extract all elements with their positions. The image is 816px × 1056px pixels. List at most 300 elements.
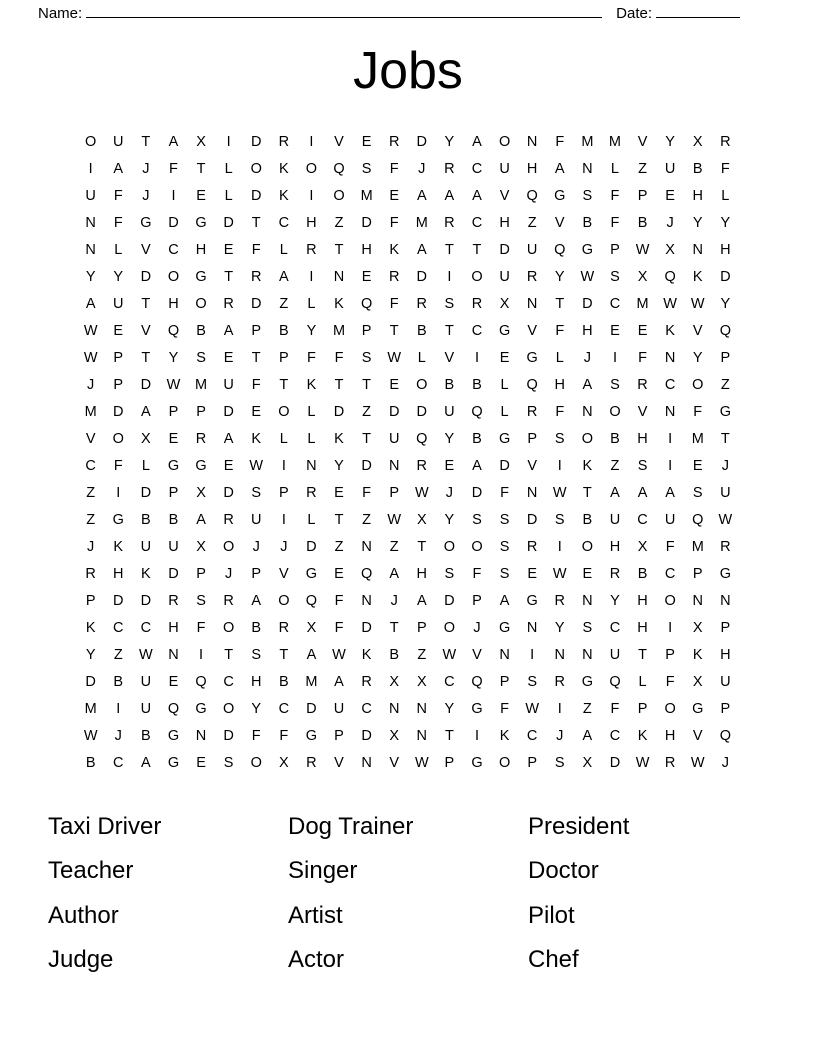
grid-cell[interactable]: U [140,538,152,555]
grid-cell[interactable]: U [664,511,676,528]
grid-cell[interactable]: D [306,700,317,717]
grid-cell[interactable]: R [444,214,455,231]
grid-cell[interactable]: N [526,295,538,312]
grid-cell[interactable]: F [389,160,399,177]
grid-cell[interactable]: J [445,484,454,501]
grid-cell[interactable]: J [142,160,150,177]
grid-cell[interactable]: E [361,133,372,150]
grid-cell[interactable]: F [362,484,372,501]
grid-cell[interactable]: S [692,484,703,501]
grid-cell[interactable]: N [168,646,179,663]
grid-cell[interactable]: T [141,349,151,366]
grid-cell[interactable]: O [278,592,290,609]
grid-cell[interactable]: B [416,322,427,339]
grid-cell[interactable]: H [637,619,648,636]
grid-cell[interactable]: E [196,187,206,204]
grid-cell[interactable]: G [471,700,483,717]
grid-cell[interactable]: B [141,511,151,528]
grid-cell[interactable]: Z [389,538,399,555]
grid-cell[interactable]: I [474,727,479,744]
grid-cell[interactable]: O [443,619,456,636]
grid-cell[interactable]: B [582,214,593,231]
grid-cell[interactable]: D [471,484,483,501]
grid-cell[interactable]: Q [719,727,731,744]
grid-cell[interactable]: C [609,727,621,744]
grid-cell[interactable]: W [635,754,650,771]
grid-cell[interactable]: R [637,376,648,393]
grid-cell[interactable]: O [85,133,97,150]
grid-cell[interactable]: D [416,403,428,420]
grid-cell[interactable]: W [332,646,346,663]
grid-cell[interactable]: A [499,592,510,609]
grid-cell[interactable]: U [168,538,179,555]
word-list-item[interactable]: Doctor [528,857,599,885]
grid-cell[interactable]: J [473,619,481,636]
grid-cell[interactable]: O [112,430,124,447]
grid-cell[interactable]: T [444,727,454,744]
grid-cell[interactable]: C [664,376,676,393]
grid-cell[interactable]: Q [609,673,621,690]
grid-cell[interactable]: T [334,511,344,528]
grid-cell[interactable]: T [251,214,261,231]
grid-cell[interactable]: Z [334,214,344,231]
word-list-item[interactable]: Pilot [528,901,575,929]
grid-cell[interactable]: U [720,484,731,501]
grid-cell[interactable]: L [224,187,233,204]
grid-cell[interactable]: G [554,187,566,204]
grid-cell[interactable]: B [389,646,400,663]
grid-cell[interactable]: E [223,457,234,474]
grid-cell[interactable]: L [500,403,509,420]
grid-cell[interactable]: T [555,295,565,312]
grid-cell[interactable]: S [223,754,234,771]
grid-cell[interactable]: E [223,241,234,258]
grid-cell[interactable]: N [582,160,593,177]
grid-cell[interactable]: G [581,673,593,690]
grid-cell[interactable]: F [665,538,675,555]
grid-cell[interactable]: K [499,727,510,744]
grid-cell[interactable]: L [638,673,647,690]
grid-cell[interactable]: U [664,160,676,177]
grid-cell[interactable]: C [471,322,483,339]
grid-cell[interactable]: U [499,268,510,285]
grid-cell[interactable]: F [610,187,620,204]
grid-cell[interactable]: Y [665,133,675,150]
grid-cell[interactable]: O [498,754,511,771]
grid-cell[interactable]: U [250,511,262,528]
grid-cell[interactable]: I [557,700,562,717]
grid-cell[interactable]: D [140,376,152,393]
grid-cell[interactable]: N [306,457,317,474]
grid-cell[interactable]: V [141,322,151,339]
grid-cell[interactable]: S [554,511,565,528]
grid-cell[interactable]: X [582,754,593,771]
grid-cell[interactable]: F [334,349,344,366]
grid-cell[interactable]: P [278,484,289,501]
grid-cell[interactable]: R [416,457,428,474]
grid-cell[interactable]: F [500,700,509,717]
grid-cell[interactable]: H [637,592,648,609]
grid-cell[interactable]: L [610,160,619,177]
grid-cell[interactable]: N [85,214,96,231]
grid-cell[interactable]: E [444,457,455,474]
grid-cell[interactable]: G [305,565,318,582]
grid-cell[interactable]: R [388,133,400,150]
grid-cell[interactable]: I [530,646,535,663]
grid-cell[interactable]: V [334,754,344,771]
grid-cell[interactable]: S [637,457,648,474]
grid-cell[interactable]: T [196,160,206,177]
grid-cell[interactable]: D [526,511,538,528]
grid-cell[interactable]: K [692,646,703,663]
grid-cell[interactable]: D [361,457,372,474]
grid-cell[interactable]: A [141,403,151,420]
grid-cell[interactable]: C [609,619,621,636]
grid-cell[interactable]: Z [86,484,96,501]
grid-cell[interactable]: I [309,268,314,285]
grid-cell[interactable]: R [223,295,234,312]
grid-cell[interactable]: E [389,187,400,204]
grid-cell[interactable]: X [692,133,703,150]
grid-cell[interactable]: V [444,349,455,366]
grid-cell[interactable]: R [195,430,207,447]
word-list-item[interactable]: Chef [528,946,579,974]
grid-cell[interactable]: V [554,214,565,231]
word-search-grid[interactable] [77,129,739,777]
grid-cell[interactable]: R [388,268,400,285]
grid-cell[interactable]: Q [692,511,704,528]
grid-cell[interactable]: I [668,457,673,474]
grid-cell[interactable]: W [249,457,264,474]
grid-cell[interactable]: W [442,646,457,663]
grid-cell[interactable]: O [416,376,428,393]
grid-cell[interactable]: S [554,754,565,771]
grid-cell[interactable]: Y [692,349,703,366]
grid-cell[interactable]: C [113,754,124,771]
grid-cell[interactable]: O [609,403,621,420]
grid-cell[interactable]: D [223,403,234,420]
grid-cell[interactable]: U [333,700,345,717]
grid-cell[interactable]: N [388,700,400,717]
grid-cell[interactable]: K [692,268,703,285]
grid-cell[interactable]: Y [554,268,565,285]
grid-cell[interactable]: P [499,673,510,690]
grid-cell[interactable]: M [360,187,373,204]
grid-cell[interactable]: M [195,376,208,393]
grid-cell[interactable]: C [140,619,152,636]
grid-cell[interactable]: A [472,133,482,150]
grid-cell[interactable]: N [664,349,676,366]
grid-cell[interactable]: S [196,592,206,609]
grid-cell[interactable]: M [608,133,621,150]
grid-cell[interactable]: B [141,727,151,744]
grid-cell[interactable]: F [693,403,703,420]
grid-cell[interactable]: S [499,511,510,528]
grid-cell[interactable]: H [306,214,317,231]
grid-cell[interactable]: V [334,133,344,150]
grid-cell[interactable]: C [637,511,648,528]
grid-cell[interactable]: T [362,376,372,393]
grid-cell[interactable]: D [140,484,152,501]
grid-cell[interactable]: J [666,214,674,231]
grid-cell[interactable]: C [223,673,234,690]
grid-cell[interactable]: D [250,133,262,150]
grid-cell[interactable]: A [416,592,427,609]
grid-cell[interactable]: G [167,754,180,771]
word-list-item[interactable]: Teacher [48,857,134,885]
grid-cell[interactable]: G [719,403,731,420]
grid-cell[interactable]: F [251,241,261,258]
grid-cell[interactable]: B [113,673,124,690]
grid-cell[interactable]: N [499,646,510,663]
grid-cell[interactable]: X [416,673,427,690]
grid-cell[interactable]: N [85,241,96,258]
grid-cell[interactable]: A [251,592,262,609]
grid-cell[interactable]: O [278,403,290,420]
grid-cell[interactable]: S [499,565,510,582]
grid-cell[interactable]: R [526,538,538,555]
grid-cell[interactable]: N [388,457,400,474]
grid-cell[interactable]: D [361,727,372,744]
grid-cell[interactable]: X [141,430,151,447]
grid-cell[interactable]: P [416,619,427,636]
grid-cell[interactable]: Y [251,700,262,717]
grid-cell[interactable]: J [87,538,95,555]
grid-cell[interactable]: B [472,376,482,393]
word-list-item[interactable]: Taxi Driver [48,812,162,840]
grid-cell[interactable]: M [305,673,318,690]
grid-cell[interactable]: F [196,619,206,636]
grid-cell[interactable]: G [140,214,152,231]
grid-cell[interactable]: T [417,538,427,555]
grid-cell[interactable]: S [251,646,262,663]
grid-cell[interactable]: S [196,349,206,366]
grid-cell[interactable]: P [692,565,703,582]
grid-cell[interactable]: F [113,187,123,204]
grid-cell[interactable]: S [554,430,565,447]
grid-cell[interactable]: F [251,727,261,744]
grid-cell[interactable]: I [557,457,562,474]
grid-cell[interactable]: J [721,457,729,474]
grid-cell[interactable]: Q [167,700,180,717]
grid-cell[interactable]: Z [334,538,344,555]
grid-cell[interactable]: G [195,268,207,285]
grid-cell[interactable]: H [582,322,593,339]
grid-cell[interactable]: M [332,322,346,339]
grid-cell[interactable]: T [582,484,592,501]
grid-cell[interactable]: W [414,484,429,501]
grid-cell[interactable]: I [612,349,617,366]
grid-cell[interactable]: A [554,160,565,177]
grid-cell[interactable]: F [334,619,344,636]
grid-cell[interactable]: G [526,592,538,609]
grid-cell[interactable]: Y [444,511,455,528]
grid-cell[interactable]: P [113,376,124,393]
grid-cell[interactable]: T [224,646,234,663]
grid-cell[interactable]: D [361,619,372,636]
grid-cell[interactable]: S [251,484,262,501]
grid-cell[interactable]: C [609,295,621,312]
grid-cell[interactable]: F [251,376,261,393]
grid-cell[interactable]: L [417,349,426,366]
grid-cell[interactable]: S [361,160,372,177]
grid-cell[interactable]: Z [582,700,592,717]
grid-cell[interactable]: U [609,646,621,663]
grid-cell[interactable]: X [692,673,703,690]
grid-cell[interactable]: U [140,700,152,717]
grid-cell[interactable]: D [223,214,234,231]
grid-cell[interactable]: O [223,700,235,717]
grid-cell[interactable]: I [116,700,121,717]
grid-cell[interactable]: X [196,484,206,501]
grid-cell[interactable]: P [251,322,262,339]
grid-cell[interactable]: E [196,754,206,771]
grid-cell[interactable]: T [720,430,730,447]
grid-cell[interactable]: K [334,295,344,312]
grid-cell[interactable]: P [637,700,648,717]
grid-cell[interactable]: D [140,592,152,609]
grid-cell[interactable]: T [389,619,399,636]
grid-cell[interactable]: Y [610,592,620,609]
grid-cell[interactable]: P [168,403,179,420]
grid-cell[interactable]: Y [554,619,565,636]
grid-cell[interactable]: L [307,430,316,447]
grid-cell[interactable]: R [306,754,317,771]
grid-cell[interactable]: F [610,214,620,231]
grid-cell[interactable]: A [582,727,593,744]
grid-cell[interactable]: N [361,538,372,555]
grid-cell[interactable]: F [610,700,620,717]
grid-cell[interactable]: J [252,538,260,555]
grid-cell[interactable]: S [610,376,620,393]
grid-cell[interactable]: G [167,457,180,474]
grid-cell[interactable]: R [278,133,290,150]
grid-cell[interactable]: Q [167,322,180,339]
date-input-line[interactable] [656,6,740,18]
grid-cell[interactable]: Q [554,241,566,258]
grid-cell[interactable]: N [692,592,703,609]
grid-cell[interactable]: E [610,322,620,339]
grid-cell[interactable]: O [664,700,676,717]
grid-cell[interactable]: L [307,511,316,528]
grid-cell[interactable]: D [499,241,510,258]
grid-cell[interactable]: L [224,160,233,177]
grid-cell[interactable]: Z [638,160,647,177]
grid-cell[interactable]: V [692,727,703,744]
grid-cell[interactable]: G [471,754,483,771]
grid-cell[interactable]: V [527,457,537,474]
grid-cell[interactable]: Z [720,376,730,393]
grid-cell[interactable]: A [444,187,455,204]
grid-cell[interactable]: H [250,673,262,690]
grid-cell[interactable]: U [85,187,96,204]
grid-cell[interactable]: U [720,673,731,690]
grid-cell[interactable]: E [223,349,234,366]
grid-cell[interactable]: I [199,646,204,663]
grid-cell[interactable]: G [167,727,180,744]
grid-cell[interactable]: I [88,160,93,177]
grid-cell[interactable]: V [527,322,537,339]
grid-cell[interactable]: W [83,727,98,744]
grid-cell[interactable]: D [416,133,428,150]
grid-cell[interactable]: W [552,565,567,582]
grid-cell[interactable]: P [527,754,537,771]
grid-cell[interactable]: G [195,214,207,231]
grid-cell[interactable]: L [721,187,730,204]
grid-cell[interactable]: F [334,592,344,609]
grid-cell[interactable]: Z [279,295,289,312]
grid-cell[interactable]: F [113,214,123,231]
grid-cell[interactable]: X [499,295,510,312]
grid-cell[interactable]: E [692,457,703,474]
grid-cell[interactable]: H [609,538,621,555]
grid-cell[interactable]: D [85,673,96,690]
grid-cell[interactable]: U [609,511,621,528]
grid-cell[interactable]: K [278,160,289,177]
grid-cell[interactable]: E [334,484,344,501]
grid-cell[interactable]: G [498,322,511,339]
grid-cell[interactable]: Q [719,322,731,339]
grid-cell[interactable]: U [140,673,152,690]
grid-cell[interactable]: D [444,592,455,609]
grid-cell[interactable]: D [609,754,621,771]
grid-cell[interactable]: Y [306,322,317,339]
grid-cell[interactable]: R [526,403,538,420]
grid-cell[interactable]: R [223,511,234,528]
grid-cell[interactable]: H [554,376,565,393]
grid-cell[interactable]: D [416,268,428,285]
grid-cell[interactable]: Y [720,214,731,231]
grid-cell[interactable]: P [720,619,731,636]
grid-cell[interactable]: E [251,403,262,420]
grid-cell[interactable]: T [444,241,454,258]
grid-cell[interactable]: Q [471,673,483,690]
grid-cell[interactable]: A [582,376,593,393]
grid-cell[interactable]: P [113,349,124,366]
grid-cell[interactable]: Q [360,295,373,312]
grid-cell[interactable]: N [554,646,565,663]
grid-cell[interactable]: N [526,133,538,150]
grid-cell[interactable]: S [582,187,593,204]
grid-cell[interactable]: C [278,700,290,717]
grid-cell[interactable]: A [472,457,482,474]
grid-cell[interactable]: F [113,457,123,474]
grid-cell[interactable]: L [555,349,564,366]
grid-cell[interactable]: I [668,619,673,636]
grid-cell[interactable]: Z [610,457,620,474]
grid-cell[interactable]: T [279,646,289,663]
grid-cell[interactable]: O [195,295,207,312]
grid-cell[interactable]: X [389,727,400,744]
grid-cell[interactable]: A [472,187,482,204]
grid-cell[interactable]: B [85,754,96,771]
grid-cell[interactable]: T [472,241,482,258]
grid-cell[interactable]: C [168,241,179,258]
grid-cell[interactable]: B [196,322,206,339]
grid-cell[interactable]: W [718,511,733,528]
grid-cell[interactable]: B [610,430,620,447]
grid-cell[interactable]: J [721,754,729,771]
grid-cell[interactable]: H [195,241,207,258]
grid-cell[interactable]: D [140,268,152,285]
grid-cell[interactable]: G [581,241,593,258]
grid-cell[interactable]: C [278,214,290,231]
grid-cell[interactable]: Z [362,403,372,420]
grid-cell[interactable]: W [166,376,181,393]
grid-cell[interactable]: M [691,430,704,447]
grid-cell[interactable]: B [472,430,482,447]
grid-cell[interactable]: J [390,592,398,609]
